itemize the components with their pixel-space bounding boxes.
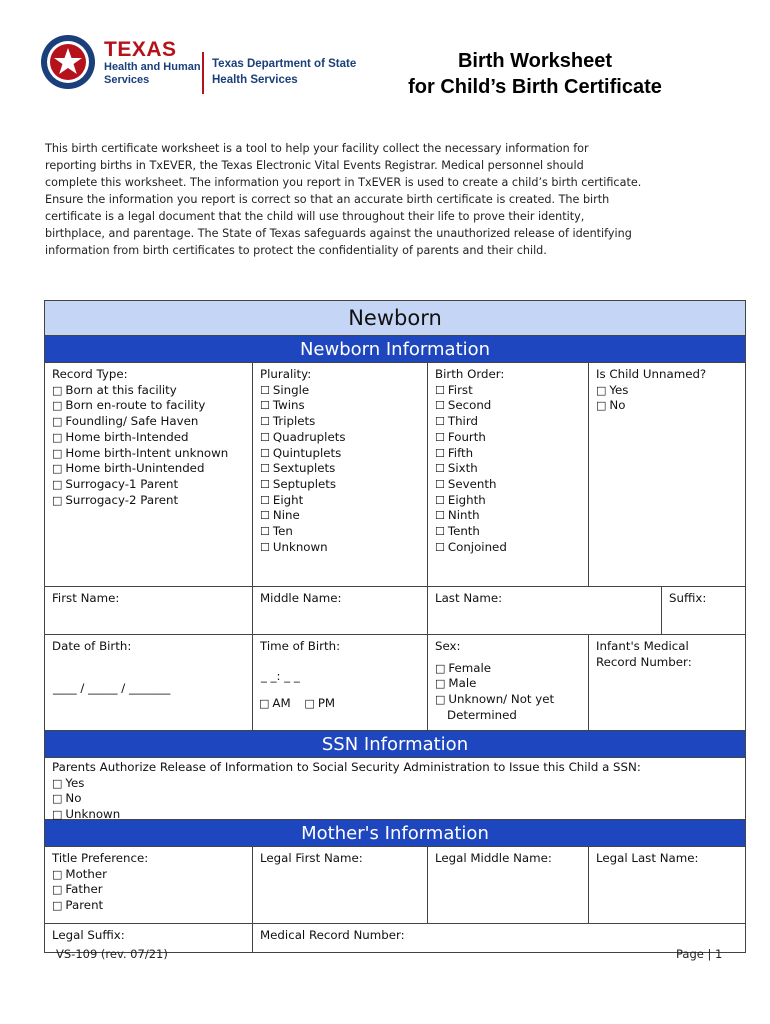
record-type-option[interactable]: □ Surrogacy-2 Parent [52,492,179,507]
legal-last-name-field[interactable]: Legal Last Name: [596,851,699,865]
record-type-option[interactable]: □ Home birth-Intended [52,429,189,444]
title-preference-option[interactable]: □ Father [52,882,103,897]
hhs-wordmark [104,40,201,87]
legal-suffix-field[interactable]: Legal Suffix: [45,924,253,952]
checkbox-icon[interactable]: □ [304,697,315,710]
checkbox-icon[interactable]: ☐ [260,493,270,507]
plurality-option[interactable]: ☐ Single [260,382,310,397]
checkbox-icon[interactable]: ☐ [260,415,270,429]
birth-order-option[interactable]: ☐ Third [435,414,478,429]
form-id: VS-109 (rev. 07/21) [56,947,168,961]
checkbox-icon[interactable]: ☐ [435,430,445,444]
checkbox-icon[interactable]: ☐ [435,477,445,491]
intro-paragraph [45,140,735,259]
date-of-birth-field[interactable]: Date of Birth: ____ / _____ / _______ [45,635,253,730]
ssn-option[interactable]: □ Unknown [52,807,121,822]
suffix-field[interactable]: Suffix: [669,591,707,605]
heading-ssn-information: SSN Information [45,731,745,758]
plurality-cell [253,363,428,586]
plurality-label: Plurality: [260,367,312,381]
page-number: Page | 1 [676,947,723,961]
checkbox-icon[interactable]: □ [259,697,270,710]
logo-dshs-line2: Health Services [212,74,298,86]
logo-texas: TEXAS [104,38,177,61]
checkbox-icon[interactable]: □ [435,693,446,707]
plurality-option[interactable]: ☐ Unknown [260,539,328,554]
sex-cell [428,635,589,730]
first-name-field[interactable]: First Name: [45,587,253,634]
date-of-birth-blank: ____ / _____ / _______ [53,681,171,695]
checkbox-icon[interactable]: ☐ [435,446,445,460]
checkbox-icon[interactable]: □ [52,867,63,881]
legal-first-name-field[interactable]: Legal First Name: [253,847,428,923]
texas-seal-icon [40,34,96,90]
birth-order-option[interactable]: ☐ Tenth [435,524,480,539]
sex-option[interactable]: □ Unknown/ Not yet [435,692,555,707]
checkbox-icon[interactable]: □ [596,399,607,413]
record-type-option[interactable]: □ Born at this facility [52,382,177,397]
medical-record-number-field[interactable]: Medical Record Number: [260,928,405,942]
checkbox-icon[interactable]: ☐ [260,540,270,554]
ssn-option[interactable]: □ Yes [52,775,85,790]
section-title-newborn: Newborn [45,301,745,336]
birth-order-label: Birth Order: [435,367,505,381]
checkbox-icon[interactable]: ☐ [260,383,270,397]
checkbox-icon[interactable]: ☐ [260,462,270,476]
intro-line: Ensure the information you report is correct so that an accurate birth certificate is created. The birth [45,193,610,206]
checkbox-icon[interactable]: ☐ [435,462,445,476]
checkbox-icon[interactable]: □ [52,493,63,507]
checkbox-icon[interactable]: □ [52,415,63,429]
title-preference-option[interactable]: □ Parent [52,898,104,913]
sex-option[interactable]: □ Male [435,676,477,691]
checkbox-icon[interactable]: □ [52,430,63,444]
agency-logo [40,34,360,94]
logo-hhs-line2: Services [104,74,150,86]
newborn-options-row [45,363,745,587]
plurality-option[interactable]: ☐ Quadruplets [260,429,346,444]
record-type-label: Record Type: [52,367,128,381]
child-unnamed-option[interactable]: □ No [596,398,626,413]
mother-names-row [45,847,745,924]
intro-line: reporting births in TxEVER, the Texas Electronic Vital Events Registrar. Medical personnel should [45,159,584,172]
checkbox-icon[interactable]: ☐ [260,446,270,460]
ssn-cell [45,758,745,822]
checkbox-icon[interactable]: □ [52,776,63,790]
ssn-row [45,758,745,820]
checkbox-icon[interactable]: ☐ [435,399,445,413]
birth-order-option[interactable]: ☐ Ninth [435,508,480,523]
ssn-option[interactable]: □ No [52,791,82,806]
intro-line: This birth certificate worksheet is a tool to help your facility collect the necessary information for [45,142,589,155]
legal-middle-name-field[interactable]: Legal Middle Name: [428,847,589,923]
title-preference-label: Title Preference: [52,851,149,865]
logo-dshs-line1: Texas Department of State [212,58,357,70]
birth-worksheet-form [44,300,746,953]
checkbox-icon[interactable]: □ [52,899,63,913]
am-pm-options [259,696,335,712]
heading-mother-information: Mother's Information [45,820,745,847]
page-title [360,48,710,100]
checkbox-icon[interactable]: □ [52,446,63,460]
checkbox-icon[interactable]: ☐ [435,383,445,397]
checkbox-icon[interactable]: ☐ [435,493,445,507]
child-unnamed-cell [589,363,745,586]
title-line2: for Child’s Birth Certificate [408,76,662,98]
birth-order-option[interactable]: ☐ Fifth [435,445,474,460]
checkbox-icon[interactable]: ☐ [260,399,270,413]
plurality-option[interactable]: ☐ Sextuplets [260,461,336,476]
logo-divider [202,52,204,94]
ssn-question: Parents Authorize Release of Information to Social Security Administration to Issue this Child a SSN: [52,760,641,774]
dshs-wordmark [212,56,356,88]
plurality-option[interactable]: ☐ Ten [260,524,293,539]
birth-order-option[interactable]: ☐ Fourth [435,429,486,444]
checkbox-icon[interactable]: □ [435,661,446,675]
infant-mrn-field[interactable]: Infant's Medical Record Number: [596,639,692,669]
record-type-option[interactable]: □ Home birth-Intent unknown [52,445,229,460]
checkbox-icon[interactable]: □ [52,792,63,806]
title-preference-cell [45,847,253,923]
checkbox-icon[interactable]: ☐ [260,525,270,539]
plurality-option[interactable]: ☐ Nine [260,508,300,523]
plurality-option[interactable]: ☐ Eight [260,492,304,507]
checkbox-icon[interactable]: □ [52,383,63,397]
sex-option[interactable]: □ Female [435,660,492,675]
birth-order-option[interactable]: ☐ First [435,382,473,397]
intro-line: complete this worksheet. The information you report in TxEVER is used to create a child’s birth certificate. [45,176,642,189]
last-name-field[interactable]: Last Name: [428,587,662,634]
pm-option[interactable]: □ PM [304,696,336,710]
checkbox-icon[interactable]: □ [596,383,607,397]
checkbox-icon[interactable]: ☐ [435,525,445,539]
record-type-option[interactable]: □ Born en-route to facility [52,398,206,413]
checkbox-icon[interactable]: □ [52,399,63,413]
logo-hhs-line1: Health and Human [104,61,201,73]
record-type-option[interactable]: □ Foundling/ Safe Haven [52,414,199,429]
intro-line: birthplace, and parentage. The State of Texas safeguards against the unauthorized release of identifying [45,227,632,240]
child-unnamed-option[interactable]: □ Yes [596,382,629,397]
birth-order-option[interactable]: ☐ Second [435,398,492,413]
checkbox-icon[interactable]: □ [435,677,446,691]
sex-label: Sex: [435,639,461,653]
am-option[interactable]: □ AM [259,696,291,710]
checkbox-icon[interactable]: ☐ [260,477,270,491]
birth-order-option[interactable]: ☐ Seventh [435,476,497,491]
middle-name-field[interactable]: Middle Name: [253,587,428,634]
checkbox-icon[interactable]: ☐ [435,540,445,554]
plurality-option[interactable]: ☐ Septuplets [260,476,337,491]
plurality-option[interactable]: ☐ Triplets [260,414,316,429]
time-of-birth-field[interactable]: Time of Birth: _ _: _ _ □ AM □ PM [253,635,428,730]
time-of-birth-blank: _ _: _ _ [261,669,300,683]
birth-order-cell [428,363,589,586]
record-type-option[interactable]: □ Surrogacy-1 Parent [52,476,179,491]
checkbox-icon[interactable]: ☐ [435,509,445,523]
intro-line: certificate is a legal document that the child will use throughout their life to prove their identity, [45,210,585,223]
birth-details-row [45,635,745,731]
sex-option-continuation: Determined [447,707,517,722]
checkbox-icon[interactable]: □ [52,462,63,476]
child-unnamed-label: Is Child Unnamed? [596,367,707,381]
title-line1: Birth Worksheet [457,50,613,72]
checkbox-icon[interactable]: ☐ [260,509,270,523]
plurality-option[interactable]: ☐ Twins [260,398,305,413]
checkbox-icon[interactable]: □ [52,883,63,897]
birth-order-option[interactable]: ☐ Eighth [435,492,486,507]
birth-order-option[interactable]: ☐ Conjoined [435,539,507,554]
newborn-names-row [45,587,745,635]
record-type-option[interactable]: □ Home birth-Unintended [52,461,205,476]
intro-line: information from birth certificates to protect the confidentiality of parents and their child. [45,244,547,257]
checkbox-icon[interactable]: ☐ [260,430,270,444]
checkbox-icon[interactable]: ☐ [435,415,445,429]
record-type-cell [45,363,253,586]
checkbox-icon[interactable]: □ [52,477,63,491]
heading-newborn-information: Newborn Information [45,336,745,363]
plurality-option[interactable]: ☐ Quintuplets [260,445,342,460]
title-preference-option[interactable]: □ Mother [52,866,108,881]
checkbox-icon[interactable]: □ [52,808,63,822]
birth-order-option[interactable]: ☐ Sixth [435,461,478,476]
